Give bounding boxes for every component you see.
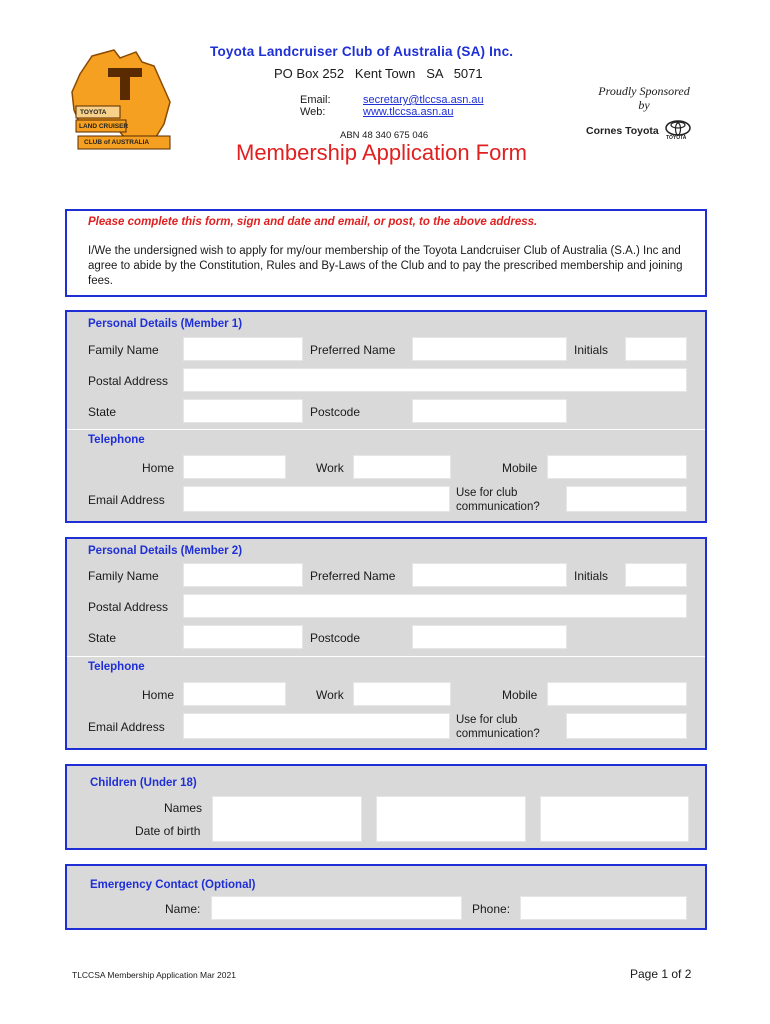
email-link[interactable]: secretary@tlccsa.asn.au <box>363 94 484 106</box>
logo-text-toyota: TOYOTA <box>80 109 107 116</box>
member1-preferred-name-label: Preferred Name <box>310 343 396 357</box>
emergency-name-label: Name: <box>165 902 201 916</box>
member2-postal-address-input[interactable] <box>183 594 687 618</box>
member1-work-input[interactable] <box>353 455 451 479</box>
member2-home-input[interactable] <box>183 682 286 706</box>
org-name: Toyota Landcruiser Club of Australia (SA) Inc. <box>210 44 514 59</box>
member2-work-label: Work <box>316 688 344 702</box>
sponsor-name: Cornes Toyota <box>586 125 659 137</box>
member2-state-label: State <box>88 631 117 645</box>
member2-mobile-label: Mobile <box>502 688 538 702</box>
logo-text-land-cruiser: LAND CRUISER <box>79 123 129 130</box>
member1-initials-input[interactable] <box>625 337 687 361</box>
member1-email-label: Email Address <box>88 493 165 507</box>
member1-divider <box>67 429 705 430</box>
member2-state-input[interactable] <box>183 625 303 649</box>
member2-home-label: Home <box>142 688 175 702</box>
member1-preferred-name-input[interactable] <box>412 337 567 361</box>
logo-text-club: CLUB of AUSTRALIA <box>84 139 150 146</box>
member2-preferred-name-input[interactable] <box>412 563 567 587</box>
member1-home-label: Home <box>142 461 175 475</box>
sponsor-text <box>588 84 700 112</box>
member1-use-for-club-input[interactable] <box>566 486 687 512</box>
member1-family-name-input[interactable] <box>183 337 303 361</box>
member2-preferred-name-label: Preferred Name <box>310 569 396 583</box>
sponsor-line-2: by <box>638 98 650 112</box>
abn: ABN 48 340 675 046 <box>340 130 429 141</box>
emergency-phone-input[interactable] <box>520 896 687 920</box>
member2-use-for-club-input[interactable] <box>566 713 687 739</box>
child-3-input[interactable] <box>540 796 689 842</box>
member1-postal-address-label: Postal Address <box>88 374 169 388</box>
member2-postcode-input[interactable] <box>412 625 567 649</box>
member2-telephone-heading: Telephone <box>88 661 145 673</box>
member2-heading: Personal Details (Member 2) <box>88 545 243 557</box>
children-heading: Children (Under 18) <box>90 777 197 789</box>
member2-divider <box>67 656 705 657</box>
member1-state-input[interactable] <box>183 399 303 423</box>
toyota-logo-icon <box>664 120 692 144</box>
email-label: Email: <box>300 94 331 106</box>
org-address: PO Box 252 Kent Town SA 5071 <box>274 66 483 81</box>
member1-email-input[interactable] <box>183 486 450 512</box>
member1-postal-address-input[interactable] <box>183 368 687 392</box>
member1-heading: Personal Details (Member 1) <box>88 318 243 330</box>
form-title: Membership Application Form <box>236 140 528 165</box>
member1-work-label: Work <box>316 461 344 475</box>
member1-postcode-input[interactable] <box>412 399 567 423</box>
sponsor-line-1: Proudly Sponsored <box>598 84 690 98</box>
footer-page-number: Page 1 of 2 <box>630 967 692 981</box>
member1-postcode-label: Postcode <box>310 405 361 419</box>
intro-body: I/We the undersigned wish to apply for my/our membership of the Toyota Landcruiser Club of Australia (S.A.) Inc and agree to abide by the Constitution, Rules and By-Laws of the Club and to pay the prescribed membership and joining fees. <box>88 245 683 287</box>
web-label: Web: <box>300 106 326 118</box>
member2-initials-input[interactable] <box>625 563 687 587</box>
member1-family-name-label: Family Name <box>88 343 159 357</box>
member2-postal-address-label: Postal Address <box>88 600 169 614</box>
emergency-heading: Emergency Contact (Optional) <box>90 879 256 891</box>
club-logo <box>62 44 182 164</box>
web-link[interactable]: www.tlccsa.asn.au <box>363 106 454 118</box>
member1-telephone-heading: Telephone <box>88 434 145 446</box>
member2-initials-label: Initials <box>574 569 609 583</box>
member1-use-for-club-label: Use for club communication? <box>456 487 540 513</box>
member2-work-input[interactable] <box>353 682 451 706</box>
member2-use-for-club-label: Use for club communication? <box>456 714 540 740</box>
member2-email-input[interactable] <box>183 713 450 739</box>
children-names-label: Names <box>164 801 203 815</box>
children-dob-label: Date of birth <box>135 824 201 838</box>
member1-mobile-label: Mobile <box>502 461 538 475</box>
member1-state-label: State <box>88 405 117 419</box>
child-1-input[interactable] <box>212 796 362 842</box>
member2-email-label: Email Address <box>88 720 165 734</box>
child-2-input[interactable] <box>376 796 526 842</box>
member2-family-name-input[interactable] <box>183 563 303 587</box>
member1-mobile-input[interactable] <box>547 455 687 479</box>
member1-home-input[interactable] <box>183 455 286 479</box>
footer-document-id: TLCCSA Membership Application Mar 2021 <box>72 970 236 980</box>
member1-initials-label: Initials <box>574 343 609 357</box>
emergency-phone-label: Phone: <box>472 902 511 916</box>
member2-mobile-input[interactable] <box>547 682 687 706</box>
intro-instruction: Please complete this form, sign and date and email, or post, to the above address. <box>88 216 538 228</box>
toyota-word: TOYOTA <box>666 135 687 141</box>
member2-family-name-label: Family Name <box>88 569 159 583</box>
emergency-name-input[interactable] <box>211 896 462 920</box>
member2-postcode-label: Postcode <box>310 631 361 645</box>
